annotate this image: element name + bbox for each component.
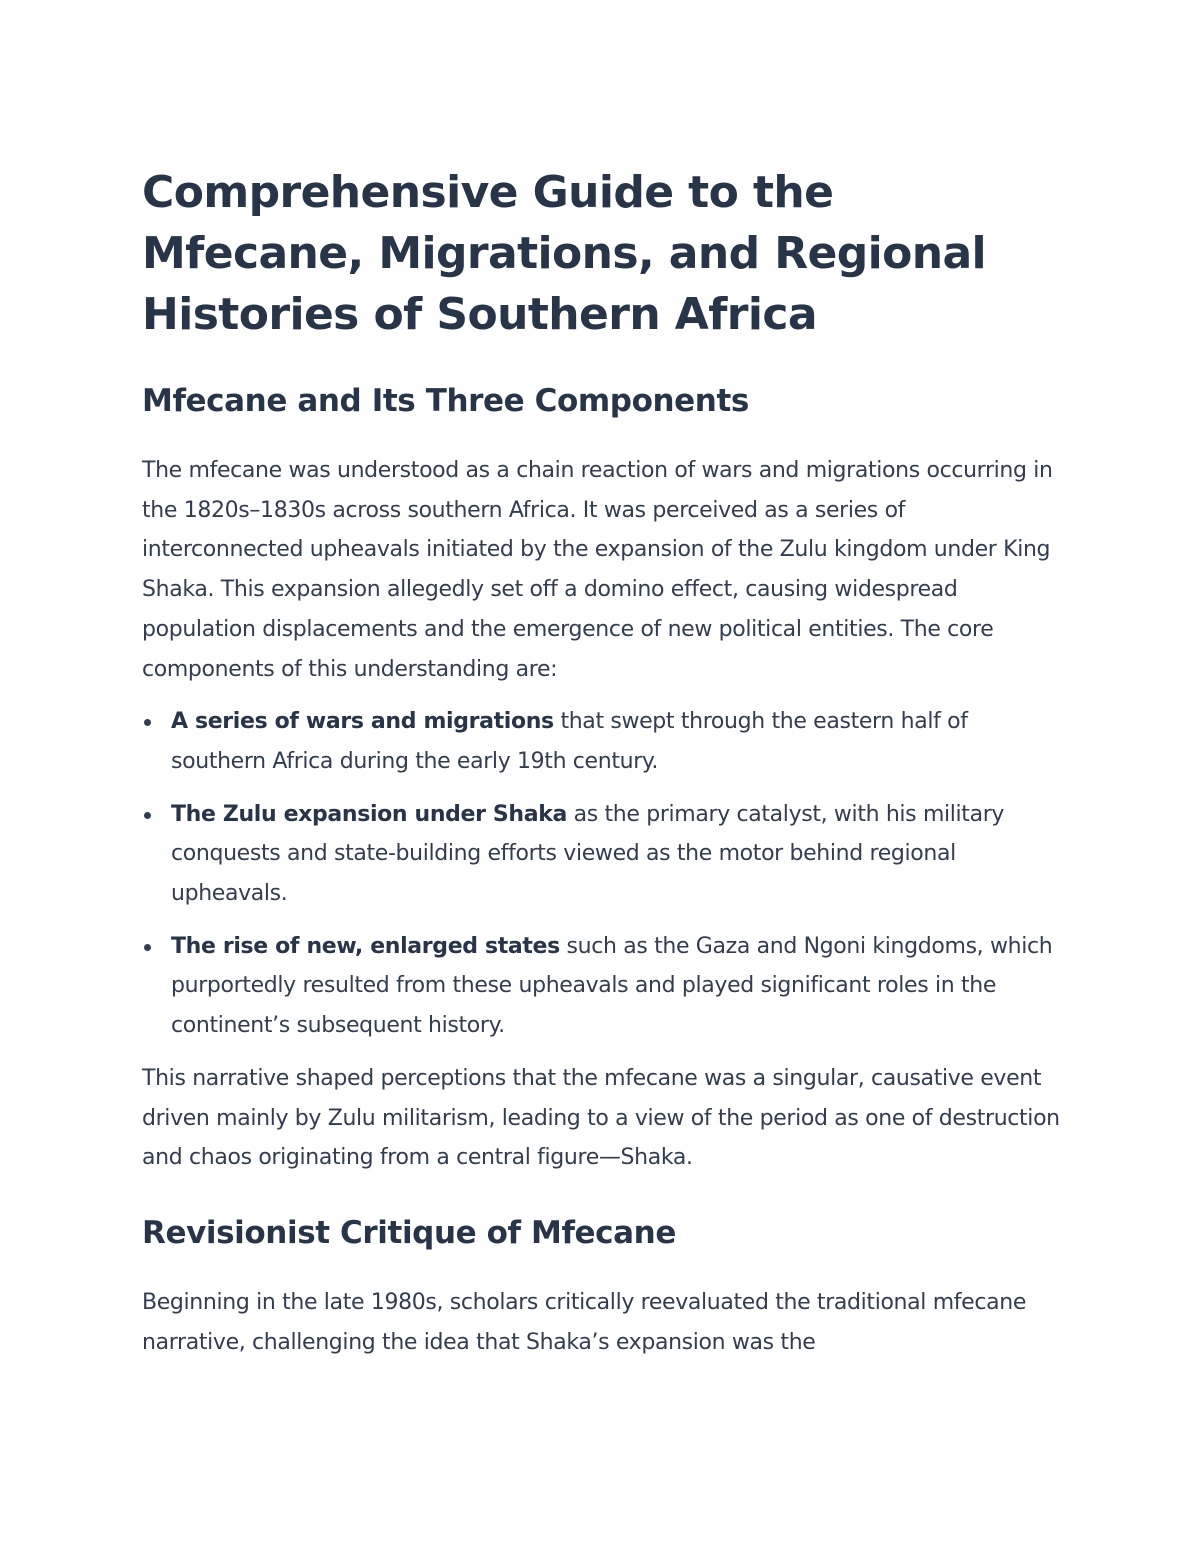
list-item (142, 795, 1062, 914)
section-heading: Revisionist Critique of Mfecane (142, 1214, 676, 1251)
list-item-bold: A series of wars and migrations (171, 709, 554, 735)
list-item (142, 927, 1062, 1046)
section-closing-paragraph: This narrative shaped perceptions that the mfecane was a singular, causative event driven mainly by Zulu militarism, leading to a view of the period as one of destruction and chaos originating from a central figure—Shaka. (142, 1065, 1060, 1171)
section-intro-paragraph: Beginning in the late 1980s, scholars critically reevaluated the traditional mfecane narrative, challenging the idea that Shaka’s expansion was the (142, 1289, 1027, 1355)
list-item (142, 702, 1062, 781)
section-revisionist-critique (142, 1213, 1062, 1362)
section-intro-paragraph: The mfecane was understood as a chain reaction of wars and migrations occurring in the 1820s–1830s across southern Africa. It was perceived as a series of interconnected upheavals initiated by the expansion of the Zulu kingdom under King Shaka. This expansion allegedly set off a domino effect, causing widespread population displacements and the emergence of new political entities. The core components of this understanding are: (142, 458, 1053, 682)
bullet-icon (144, 719, 151, 726)
section-mfecane-components (142, 381, 1062, 1178)
document-title: Comprehensive Guide to the Mfecane, Migrations, and Regional Histories of Southern Africa (142, 167, 987, 340)
section-spacer (142, 1191, 1062, 1213)
list-item-text: that swept through the eastern half of southern Africa during the early 19th century. (171, 709, 968, 774)
list-item-bold: The rise of new, enlarged states (171, 933, 560, 959)
components-list (142, 702, 1062, 1046)
list-item-text: as the primary catalyst, with his military conquests and state-building efforts viewed as the motor behind regional upheavals. (171, 801, 1005, 907)
bullet-icon (144, 812, 151, 819)
section-heading: Mfecane and Its Three Components (142, 383, 749, 419)
list-item-text: such as the Gaza and Ngoni kingdoms, which purportedly resulted from these upheavals and played significant roles in the continent’s subsequent history. (171, 933, 1053, 1039)
document-page (142, 162, 1062, 1375)
list-item-bold: The Zulu expansion under Shaka (171, 801, 567, 827)
bullet-icon (144, 944, 151, 951)
